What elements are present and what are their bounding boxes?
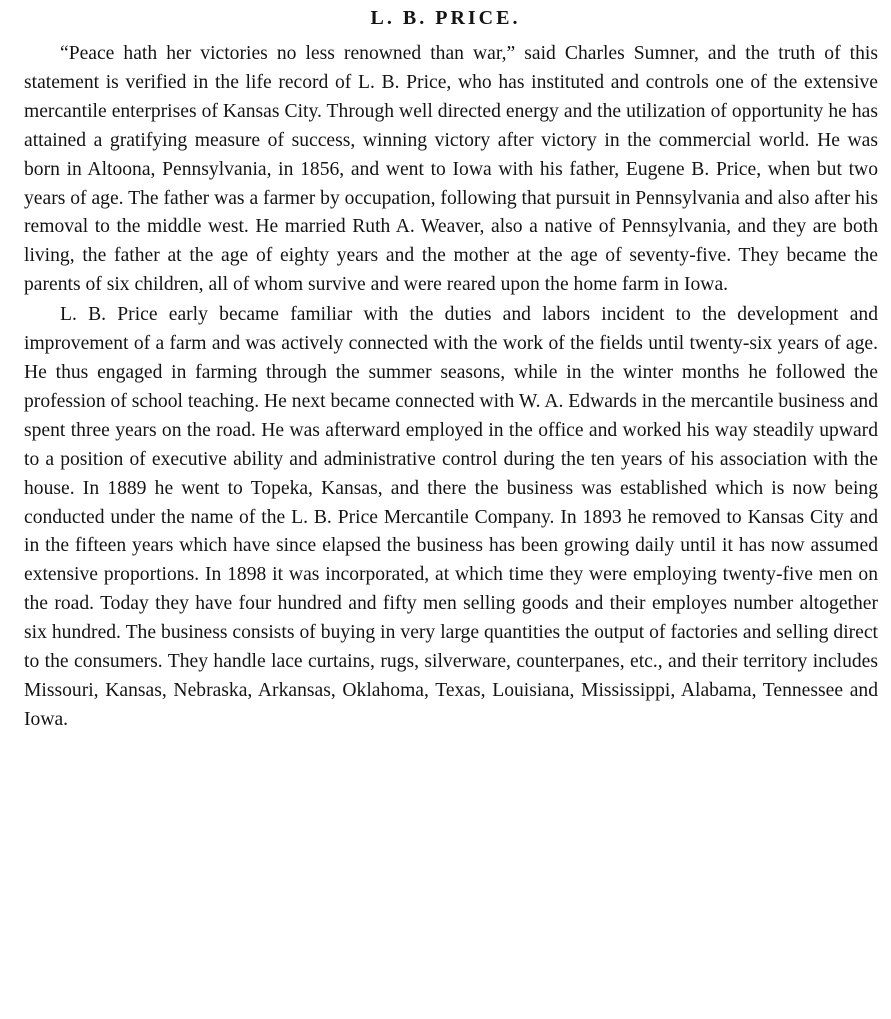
page-title: L. B. PRICE.	[370, 7, 521, 29]
paragraph-2: L. B. Price early became familiar with the duties and labors incident to the development and improvement of a farm and was actively connected with the work of the fields until twenty-six years of age. He thus engaged in farming through the summer seasons, while in the winter months he followed the profession of school teaching. He next became connected with W. A. Edwards in the mercantile business and spent three years on the road. He was afterward employed in the office and worked his way steadily upward to a position of executive ability and administrative control during the ten years of his association with the house. In 1889 he went to Topeka, Kansas, and there the business was established which is now being conducted under the name of the L. B. Price Mercantile Company. In 1893 he removed to Kansas City and in the fifteen years which have since elapsed the business has been growing daily until it has now assumed extensive proportions. In 1898 it was incorporated, at which time they were employing twenty-five men on the road. Today they have four hundred and fifty men selling goods and their employes number altogether six hundred. The business consists of buying in very large quantities the output of factories and selling direct to the consumers. They handle lace curtains, rugs, silverware, counterpanes, etc., and their territory includes Missouri, Kansas, Nebraska, Arkansas, Oklahoma, Texas, Louisiana, Mississippi, Alabama, Tennessee and Iowa.	[24, 304, 878, 730]
article-body	[24, 40, 878, 735]
paragraph-1: “Peace hath her victories no less renowned than war,” said Charles Sumner, and the truth of this statement is verified in the life record of L. B. Price, who has instituted and controls one of the extensive mercantile enterprises of Kansas City. Through well directed energy and the utilization of opportunity he has attained a gratifying measure of success, winning victory after victory in the commercial world. He was born in Altoona, Pennsylvania, in 1856, and went to Iowa with his father, Eugene B. Price, when but two years of age. The father was a farmer by occupation, following that pursuit in Pennsylvania and also after his removal to the middle west. He married Ruth A. Weaver, also a native of Pennsylvania, and they are both living, the father at the age of eighty years and the mother at the age of seventy-five. They became the parents of six children, all of whom survive and were reared upon the home farm in Iowa.	[24, 43, 878, 296]
